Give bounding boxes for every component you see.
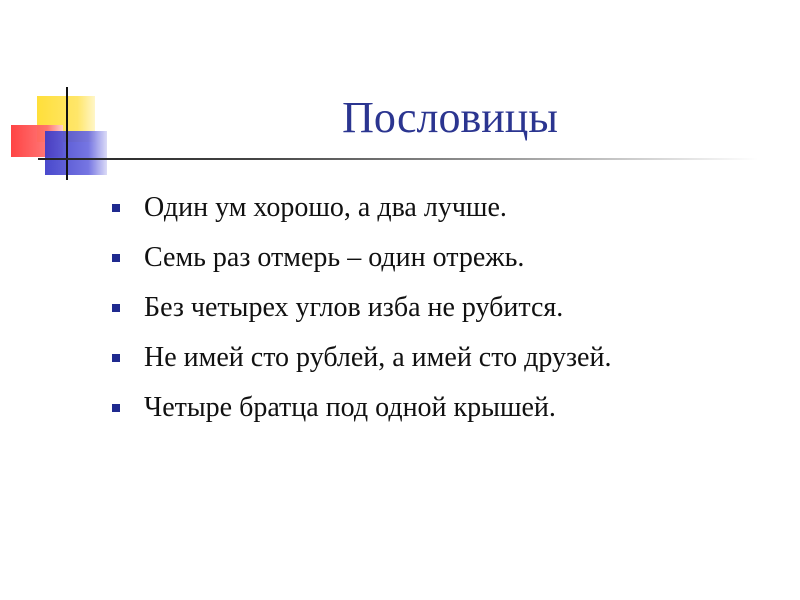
title-underline-rule bbox=[38, 158, 758, 160]
decorative-squares-logo bbox=[0, 0, 130, 200]
list-item bbox=[104, 183, 764, 233]
list-item-text: Не имей сто рублей, а имей сто друзей. bbox=[144, 342, 612, 373]
blue-square-decoration bbox=[45, 131, 107, 175]
list-item-text: Семь раз отмерь – один отрежь. bbox=[144, 242, 525, 273]
slide-title: Пословицы bbox=[342, 93, 558, 142]
list-item-text: Без четырех углов изба не рубится. bbox=[144, 292, 564, 323]
square-bullet-icon bbox=[112, 354, 120, 362]
square-bullet-icon bbox=[112, 254, 120, 262]
list-item bbox=[104, 333, 764, 383]
list-item bbox=[104, 233, 764, 283]
proverbs-list bbox=[104, 183, 764, 433]
list-item-text: Один ум хорошо, а два лучше. bbox=[144, 192, 507, 223]
square-bullet-icon bbox=[112, 204, 120, 212]
list-item-text: Четыре братца под одной крышей. bbox=[144, 392, 556, 423]
square-bullet-icon bbox=[112, 404, 120, 412]
square-bullet-icon bbox=[112, 304, 120, 312]
list-item bbox=[104, 283, 764, 333]
vertical-rule bbox=[66, 87, 68, 180]
list-item bbox=[104, 383, 764, 433]
